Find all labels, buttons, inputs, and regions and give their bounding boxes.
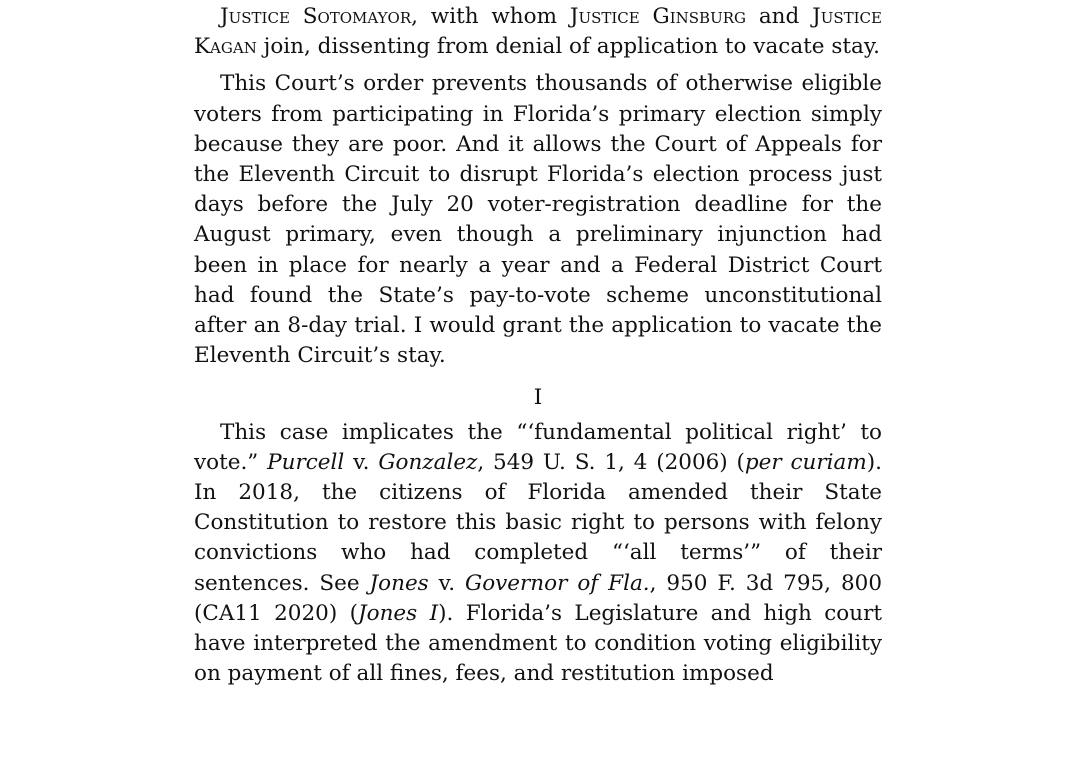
p2-text-c: ). In 2018, the citizens of Florida amended their State Constitution to restore this basic right to persons with felony convictions who had completed “‘all terms’” of their sentences. See — [194, 449, 882, 596]
opening-paragraph — [194, 2, 882, 62]
p2-versus-1: v. — [344, 449, 379, 475]
p2-text-b: , 549 U. S. 1, 4 (2006) ( — [477, 449, 745, 475]
opening-text-1: , with whom — [411, 4, 570, 29]
paragraph-1: This Court’s order prevents thousands of otherwise eligible voters from participating in Florida’s primary election simply because they are poor. And it allows the Court of Appeals for the Eleventh Circuit to disrupt Florida’s election process just days before the July 20 voter-registration deadline for the August primary, even though a preliminary injunction had been in place for nearly a year and a Federal District Court had found the State’s pay-to-vote scheme unconstitutional after an 8-day trial. I would grant the application to vacate the Eleventh Circuit’s stay. — [194, 71, 882, 369]
justice-sotomayor: Justice Sotomayor — [220, 4, 412, 29]
short-cite-jones-i: Jones I — [358, 600, 439, 626]
per-curiam: per curiam — [744, 449, 867, 475]
paragraph-2 — [194, 418, 882, 690]
case-name-purcell: Purcell — [267, 449, 345, 475]
case-name-governor: Governor of Fla. — [465, 570, 650, 596]
p2-text-a: This case implicates the “‘fundamental political right’ to vote.” — [194, 419, 882, 475]
opinion-page — [194, 2, 882, 689]
p2-versus-2: v. — [428, 570, 466, 596]
section-heading: I — [533, 385, 543, 411]
opening-text-3: join, dissenting from denial of application to vacate stay. — [256, 34, 880, 60]
p2-text-d: , 950 F. 3d 795, 800 (CA11 2020) ( — [194, 570, 882, 626]
justice-ginsburg: Justice Ginsburg — [569, 4, 746, 29]
opening-text-2: and — [746, 4, 813, 29]
case-name-jones: Jones — [369, 570, 429, 596]
justice-kagan: Justice Kagan — [194, 4, 882, 60]
p2-text-e: ). Florida’s Legislature and high court have interpreted the amendment to condition voting eligibility on payment of all fines, fees, and restitution imposed — [194, 600, 882, 687]
case-name-gonzalez: Gonzalez — [378, 449, 478, 475]
